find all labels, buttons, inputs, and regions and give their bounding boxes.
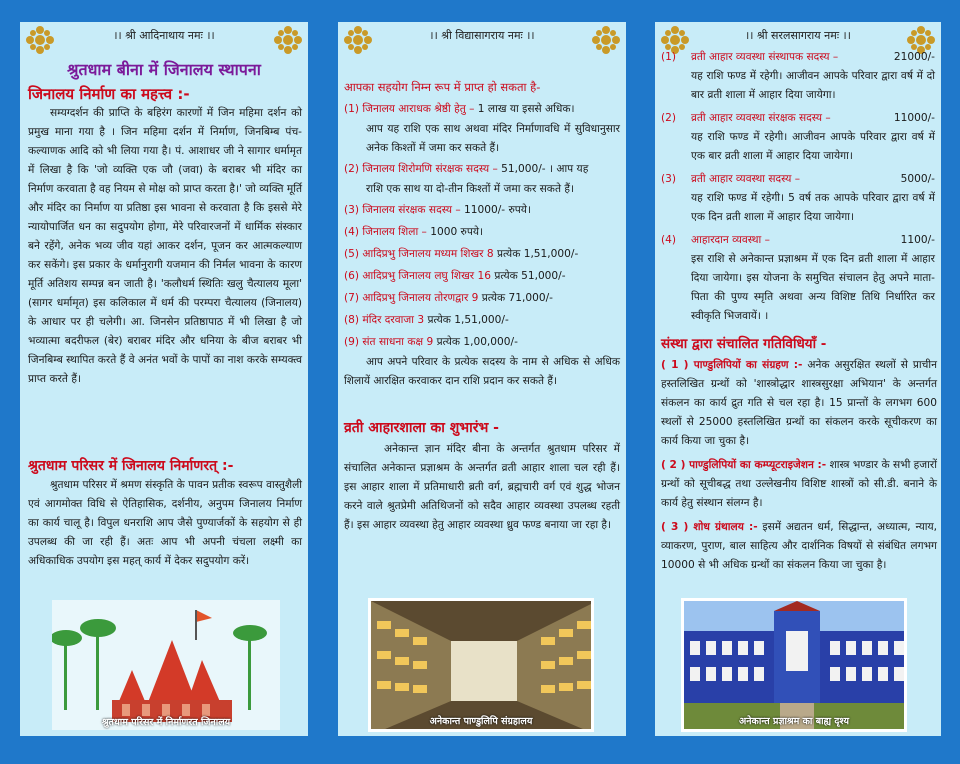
image-caption: श्रुतधाम परिसर में निर्माणरत जिनालय bbox=[101, 717, 231, 728]
list-item: (1) व्रती आहार व्यवस्था संस्थापक सदस्य – 21000/- यह राशि फण्ड में रहेगी। आजीवन आपके परिवार द्वारा वर्ष में दो बार व्रती शाला में आहार दिया जायेगा। bbox=[661, 51, 935, 101]
list-item: (3) जिनालय संरक्षक सदस्य – 11000/- रुपये। bbox=[344, 204, 531, 216]
section-heading: व्रती आहारशाला का शुभारंभ - bbox=[344, 420, 499, 436]
list-item: (9) संत साधना कक्ष 9 प्रत्येक 1,00,000/- bbox=[344, 336, 518, 348]
mantra-text: ।। श्री विद्यासागराय नमः ।। bbox=[429, 29, 535, 42]
image-caption: अनेकान्त प्रज्ञाश्रम का बाह्य दृश्य bbox=[739, 716, 849, 727]
paragraph: ( 2 ) पाण्डुलिपियों का कम्प्यूटराइजेशन :- शास्त्र भण्डार के सभी हजारों ग्रन्थों को सूचीबद्ध तथा उल्लेखनीय विशिष्ट शास्त्रों को सी.डी. बनाने के कार्य हेतु संस्थान संलग्न है। bbox=[661, 459, 937, 509]
paragraph: अनेकान्त ज्ञान मंदिर बीना के अन्तर्गत श्रुतधाम परिसर में संचालित अनेकान्त प्रज्ञाश्रम के अन्तर्गत व्रती आहार शाला चल रही हैं। इस आहार शाला में प्रतिमाधारी ब्रती वर्ग, ब्रह्मचारी वर्ग एवं शुद्ध भोजन करने वाले श्रुतप्रेमी अतिथिजनों को सदैव आहार व्यवस्था उपलब्ध रहती हैं। इस आहार व्यवस्था हेतु आहार व्यवस्था ध्रुव फण्ड बनाया जा रहा है। bbox=[344, 443, 620, 531]
mantra-text: ।। श्री सरलसागराय नमः ।। bbox=[745, 29, 851, 42]
list-item: (4) जिनालय शिला – 1000 रुपये। bbox=[344, 226, 484, 238]
section-heading: संस्था द्वारा संचालित गतिविधियाँ - bbox=[661, 336, 827, 352]
list-item: (4) आहारदान व्यवस्था – 1100/- इस राशि से अनेकान्त प्रज्ञाश्रम में एक दिन व्रती शाला में आहार दिया जायेगा। इस योजना के समुचित संचालन हेतु अपने माता-पिता की पुण्य स्मृति अथवा अन्य विशिष्ट तिथि निर्धारित कर स्वीकृति भिजवायें। । bbox=[661, 234, 935, 322]
manuscript-library-image bbox=[368, 598, 594, 732]
section-heading: जिनालय निर्माण का महत्त्व :- bbox=[28, 85, 190, 103]
list-item: (6) आदिप्रभु जिनालय लघु शिखर 16 प्रत्येक 51,000/- bbox=[344, 270, 566, 282]
list-item: (1) जिनालय आराधक श्रेष्ठी हेतु – 1 लाख या इससे अधिक। bbox=[344, 103, 575, 115]
list-item-detail: राशि एक साथ या दो-तीन किश्तों में जमा कर सकते हैं। bbox=[366, 183, 574, 195]
mantra-text: ।। श्री आदिनाथाय नमः ।। bbox=[113, 29, 215, 42]
paragraph: ( 3 ) शोध ग्रंथालय :- इसमें अद्यतन धर्म, सिद्धान्त, अध्यात्म, न्याय, व्याकरण, पुराण, बाल साहित्य और दार्शनिक विषयों से संबंधित लगभग 10000 से भी अधिक ग्रन्थों का संकलन किया जा चुका है। bbox=[661, 521, 938, 571]
list-item: (2) जिनालय शिरोमणि संरक्षक सदस्य – 51,000/- । आप यह bbox=[344, 163, 589, 175]
list-item: (5) आदिप्रभु जिनालय मध्यम शिखर 8 प्रत्येक 1,51,000/- bbox=[344, 248, 579, 260]
list-item: (7) आदिप्रभु जिनालय तोरणद्वार 9 प्रत्येक 71,000/- bbox=[344, 292, 553, 304]
paragraph: ( 1 ) पाण्डुलिपियों का संग्रहण :- अनेक असुरक्षित स्थलों से प्राचीन हस्तलिखित ग्रन्थों को 'शास्त्रोद्धार शास्त्रसुरक्षा अभियान' के अन्तर्गत संकलन का कार्य द्रुत गति से चल रहा है। 15 प्रान्तों के लगभग 600 स्थलों से 25000 हस्तलिखित ग्रन्थों का संकलन करके सूचीकरण का कार्य किया जा चुका है। bbox=[661, 359, 937, 447]
section-heading: श्रुतधाम परिसर में जिनालय निर्माणरत् :- bbox=[28, 458, 234, 474]
image-caption: अनेकान्त पाण्डुलिपि संग्रहालय bbox=[429, 716, 533, 727]
list-item-detail: आप यह राशि एक साथ अथवा मंदिर निर्माणावधि में सुविधानुसार अनेक किश्तों में जमा कर सकते हैं। bbox=[366, 123, 620, 154]
page-title: श्रुतधाम बीना में जिनालय स्थापना bbox=[67, 60, 261, 79]
paragraph: श्रुतधाम परिसर में श्रमण संस्कृति के पावन प्रतीक स्वरूप वास्तुशैली एवं आगमोक्त विधि से ऐतिहासिक, दर्शनीय, अनुपम जिनालय निर्माण का कार्य चालू है। विपुल धनराशि आप जैसे पुण्यार्जकों के सहयोग से ही उपलब्ध की जा रही हैं। अतः आप भी अपनी चंचला लक्ष्मी का अधिकाधिक उपयोग इस महत् कार्य में देकर सदुपयोग करें। bbox=[28, 479, 302, 567]
paragraph: आप अपने परिवार के प्रत्येक सदस्य के नाम से अधिक से अधिक शिलायें आरक्षित करवाकर दान राशि प्रदान कर सकते हैं। bbox=[344, 356, 620, 387]
meal-donation-list bbox=[661, 48, 935, 326]
prajnashram-building-image bbox=[681, 598, 907, 732]
contribution-list bbox=[344, 98, 620, 391]
panel-left bbox=[20, 22, 308, 736]
section-heading: आपका सहयोग निम्न रूप में प्राप्त हो सकता है- bbox=[344, 80, 541, 94]
panel-middle bbox=[338, 22, 626, 736]
temple-image bbox=[52, 600, 280, 730]
list-item: (2) व्रती आहार व्यवस्था संरक्षक सदस्य – 11000/- यह राशि फण्ड में रहेगी। आजीवन आपके परिवार द्वारा वर्ष में एक बार व्रती शाला में आहार दिया जायेगा। bbox=[661, 112, 935, 162]
list-item: (8) मंदिर दरवाजा 3 प्रत्येक 1,51,000/- bbox=[344, 314, 509, 326]
panel-right bbox=[655, 22, 941, 736]
paragraph: सम्यग्दर्शन की प्राप्ति के बहिरंग कारणों में जिन महिमा दर्शन को प्रमुख माना गया है । जिन महिमा दर्शन में निर्माण, जिनबिम्ब पंच-कल्याणक आदि को भी लिया गया है। पं. आशाधर जी ने सागार धर्मामृत में लिखा है कि 'जो व्यक्ति एक जौ (जवा) के बराबर भी मंदिर का निर्माण करवाता है वह नियम से मोक्ष को प्राप्त करता है।' जो व्यक्ति मूर्ति और मंदिर का निर्माण या प्रतिष्ठा इस भावना से करवाता है कि इससे मेरे न्यायोपार्जित धन का सदुपयोग होगा, मेरे परिवारजनों में धार्मिक संस्कार बने रहेंगे, अनेक भव्य जीव यहां आकर दर्शन, पूजन कर आत्मकल्याण कर सकेंगे। इस प्रकार के धर्मानुरागी यजमान की निर्मल भावना के कारण मूर्ति अतिशय सम्पन्न बन जाती है। 'कलौधर्म स्थितिः खलु चैत्यालय मूला' (सागर धर्मामृत) इस कलिकाल में धर्म की परम्परा चैत्यालय (जिनालय) के आधार पर ही चलेगी। आ. जिनसेन प्रतिष्ठापाठ में भी लिखा है जो भव्यात्मा बदरीफल (बेर) बराबर मंदिर और धनिया के बीज बराबर भी जिनबिम्ब स्थापित करते हैं वे अनंत भवों के पापों का नाश करके सम्यक्त्व प्राप्त करते हैं। bbox=[28, 107, 302, 385]
list-item: (3) व्रती आहार व्यवस्था सदस्य – 5000/- यह राशि फण्ड में रहेगी। 5 वर्ष तक आपके परिवार द्वारा वर्ष में एक दिन व्रती शाला में आहार दिया जायेगा। bbox=[661, 173, 935, 223]
